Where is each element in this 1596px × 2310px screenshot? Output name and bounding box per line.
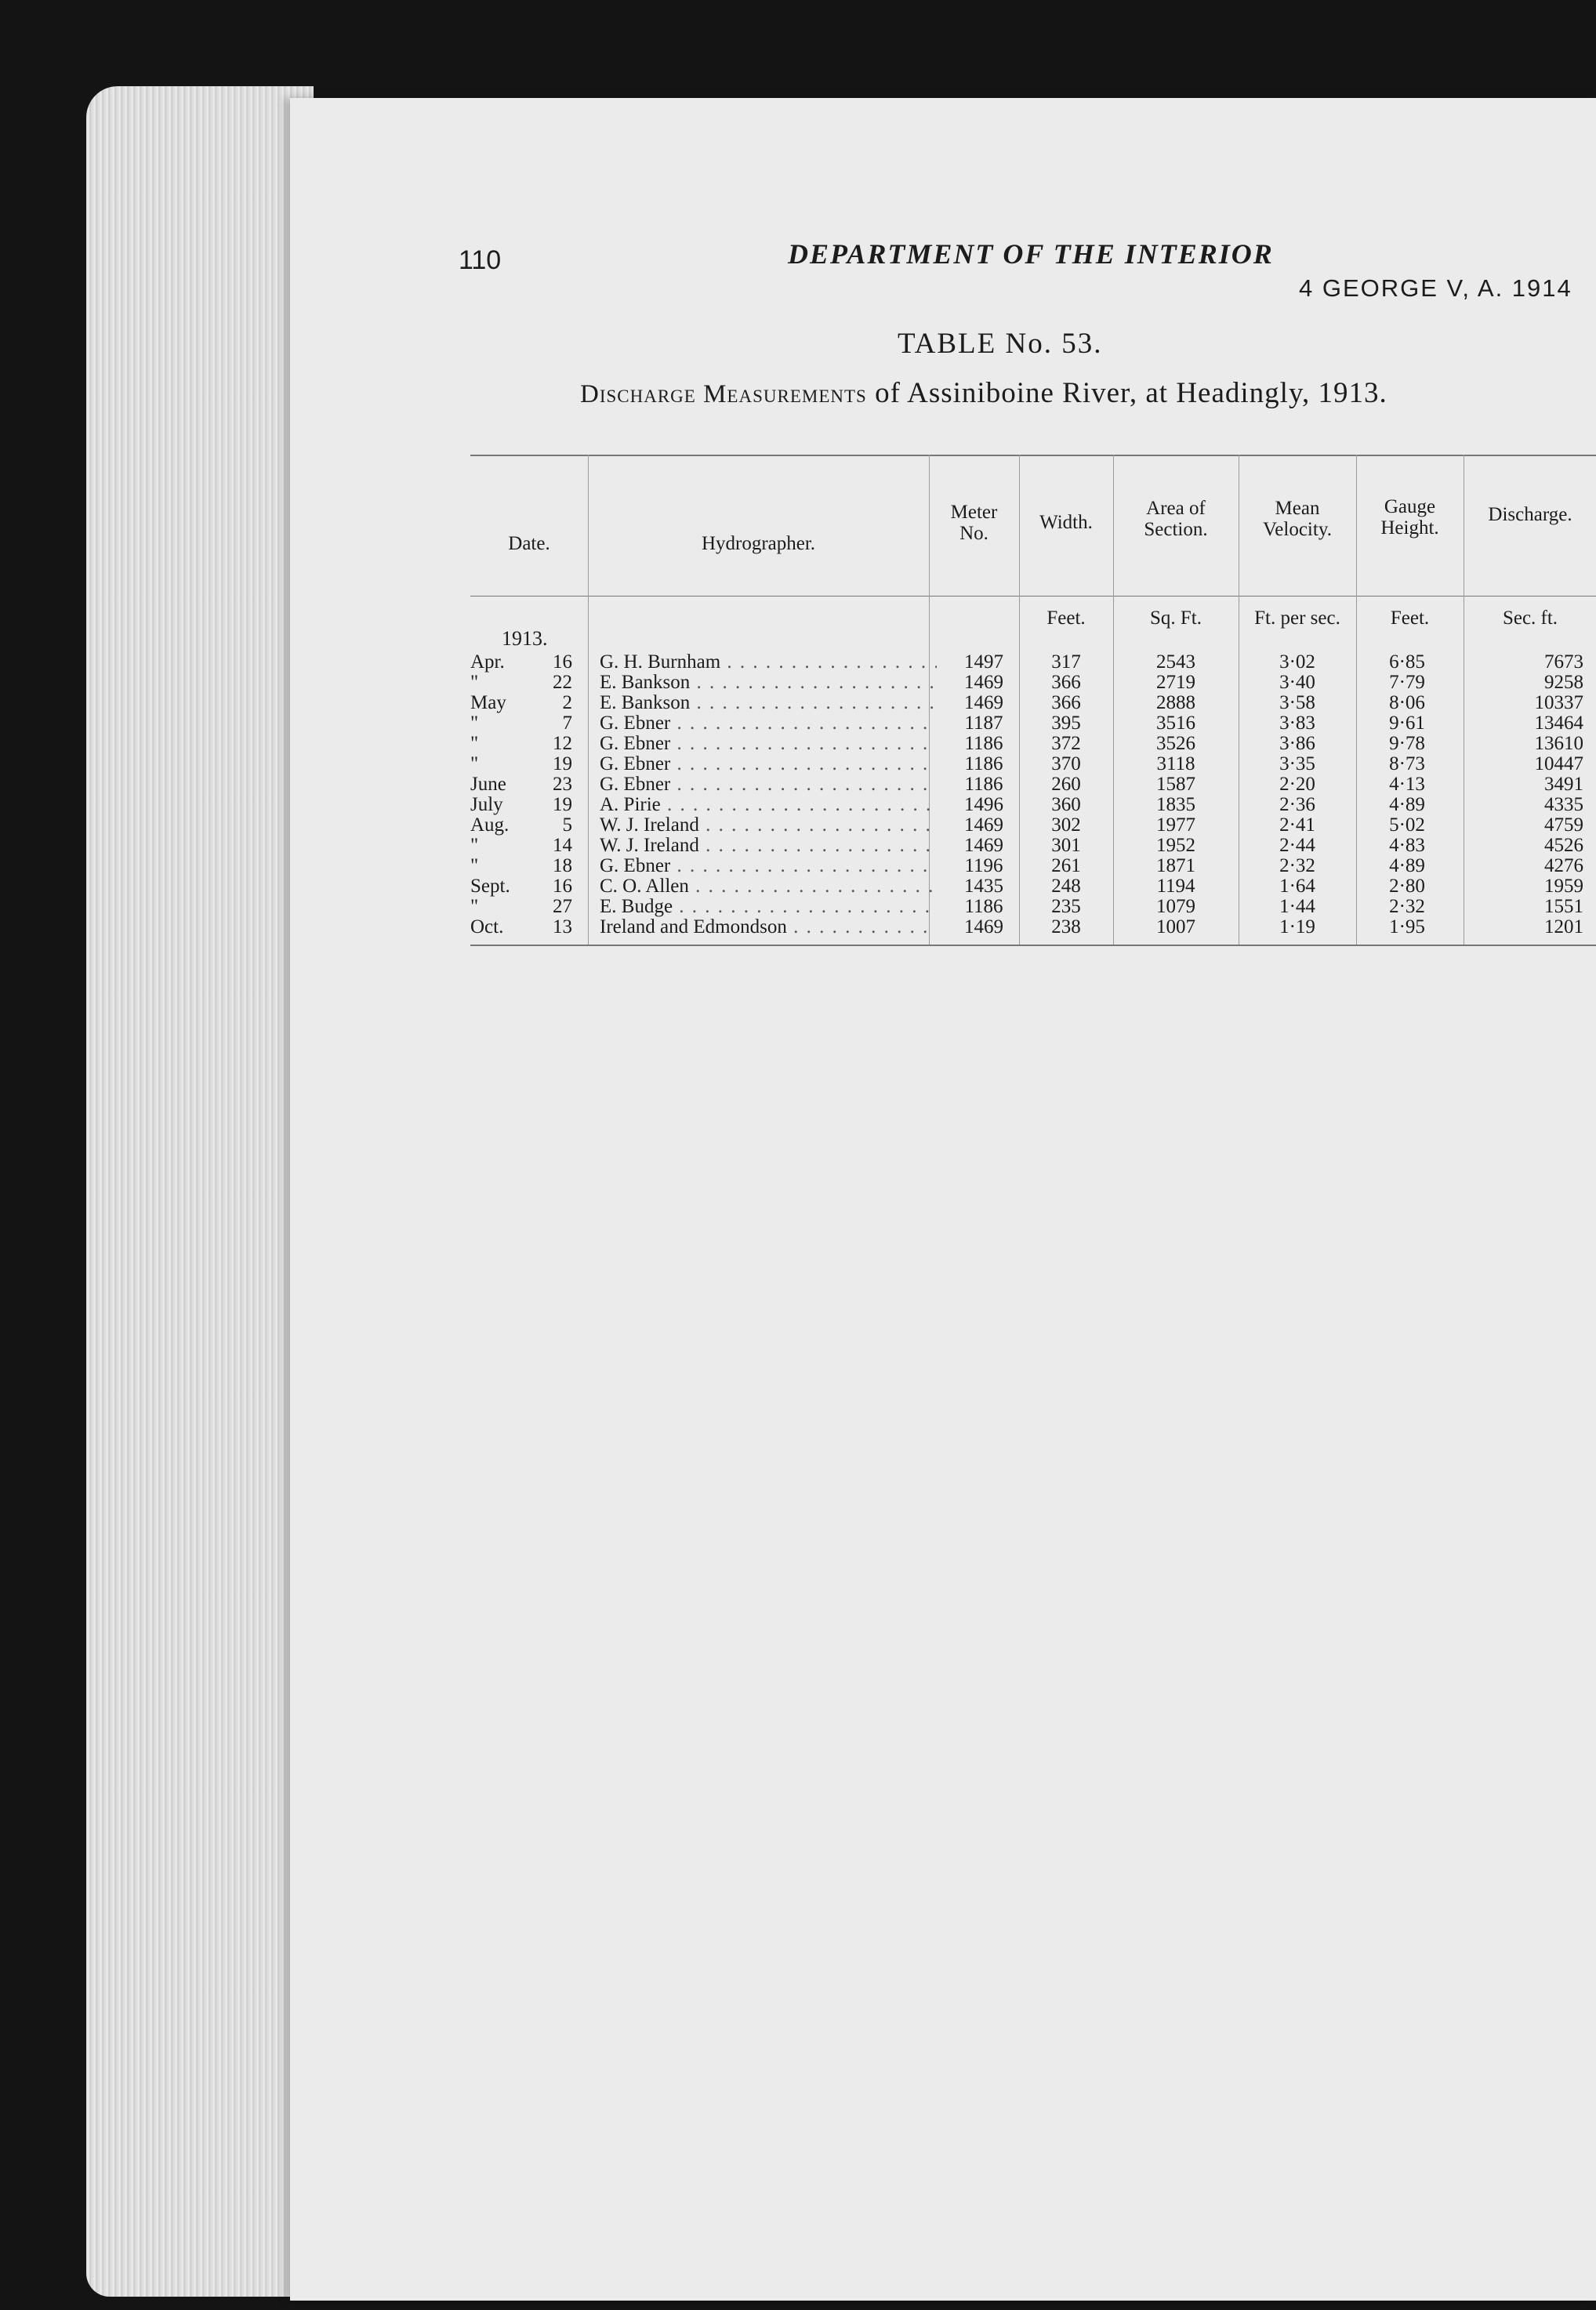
header-velocity bbox=[1239, 498, 1356, 540]
running-head: DEPARTMENT OF THE INTERIOR bbox=[788, 238, 1274, 270]
cell-hydrographer: W. J. Ireland . . . bbox=[600, 815, 937, 836]
cell-area: 1587 bbox=[1156, 774, 1195, 795]
cell-discharge: 4335 bbox=[1544, 794, 1583, 815]
unit-width: Feet. bbox=[1046, 607, 1086, 629]
cell-gauge: 6·85 bbox=[1389, 651, 1425, 673]
cell-gauge: 5·02 bbox=[1389, 814, 1425, 836]
cell-meter: 1469 bbox=[964, 692, 1003, 713]
cell-hydrographer: A. Pirie . . . bbox=[600, 795, 937, 815]
header-gauge-line1: Gauge bbox=[1384, 496, 1436, 517]
cell-day: 12 bbox=[553, 733, 572, 754]
cell-area: 1977 bbox=[1156, 814, 1195, 836]
table-body bbox=[470, 652, 1596, 937]
header-hydrographer: Hydrographer. bbox=[701, 533, 816, 554]
cell-day: 18 bbox=[553, 855, 572, 876]
table-top-rule bbox=[470, 455, 1596, 456]
cell-area: 1871 bbox=[1156, 855, 1195, 876]
cell-day: 16 bbox=[553, 651, 572, 673]
cell-month: " bbox=[470, 896, 479, 917]
cell-hydrographer: G. Ebner . . . bbox=[600, 734, 937, 754]
cell-discharge: 4759 bbox=[1544, 814, 1583, 836]
table-row bbox=[470, 815, 1596, 836]
cell-gauge: 9·61 bbox=[1389, 713, 1425, 734]
cell-meter: 1186 bbox=[964, 753, 1003, 774]
cell-velocity: 1·19 bbox=[1279, 916, 1315, 937]
cell-month: May bbox=[470, 692, 506, 713]
cell-width: 248 bbox=[1051, 876, 1081, 897]
cell-width: 370 bbox=[1051, 753, 1081, 774]
cell-area: 1952 bbox=[1156, 835, 1195, 856]
header-meter bbox=[929, 502, 1019, 544]
cell-day: 19 bbox=[553, 794, 572, 815]
cell-velocity: 2·41 bbox=[1279, 814, 1315, 836]
cell-width: 238 bbox=[1051, 916, 1081, 937]
cell-gauge: 4·13 bbox=[1389, 774, 1425, 795]
cell-discharge: 10447 bbox=[1534, 753, 1583, 774]
cell-velocity: 3·35 bbox=[1279, 753, 1315, 774]
cell-month: Sept. bbox=[470, 876, 510, 897]
cell-gauge: 8·73 bbox=[1389, 753, 1425, 774]
cell-gauge: 7·79 bbox=[1389, 672, 1425, 693]
table-title bbox=[580, 376, 1387, 410]
cell-area: 3118 bbox=[1156, 753, 1195, 774]
cell-area: 3526 bbox=[1156, 733, 1195, 754]
cell-area: 1079 bbox=[1156, 896, 1195, 917]
table-row bbox=[470, 897, 1596, 917]
table-year: 1913. bbox=[502, 627, 548, 650]
cell-hydrographer: Ireland and Edmondson . . . bbox=[600, 917, 937, 937]
cell-velocity: 2·44 bbox=[1279, 835, 1315, 856]
unit-area: Sq. Ft. bbox=[1149, 607, 1202, 629]
cell-velocity: 3·83 bbox=[1279, 713, 1315, 734]
cell-meter: 1469 bbox=[964, 835, 1003, 856]
cell-day: 19 bbox=[553, 753, 572, 774]
cell-hydrographer: G. Ebner . . . bbox=[600, 754, 937, 774]
cell-meter: 1186 bbox=[964, 774, 1003, 795]
document-page bbox=[290, 98, 1596, 2301]
cell-month: " bbox=[470, 672, 479, 693]
table-row bbox=[470, 856, 1596, 876]
cell-velocity: 2·32 bbox=[1279, 855, 1315, 876]
cell-gauge: 2·32 bbox=[1389, 896, 1425, 917]
header-gauge-line2: Height. bbox=[1380, 517, 1439, 539]
unit-gauge: Feet. bbox=[1390, 607, 1430, 629]
table-row bbox=[470, 836, 1596, 856]
cell-area: 2543 bbox=[1156, 651, 1195, 673]
cell-discharge: 7673 bbox=[1544, 651, 1583, 673]
cell-hydrographer: G. Ebner . . . bbox=[600, 713, 937, 734]
cell-gauge: 1·95 bbox=[1389, 916, 1425, 937]
header-bottom-rule bbox=[470, 596, 1596, 597]
cell-width: 372 bbox=[1051, 733, 1081, 754]
cell-discharge: 4276 bbox=[1544, 855, 1583, 876]
cell-gauge: 9·78 bbox=[1389, 733, 1425, 754]
cell-meter: 1469 bbox=[964, 672, 1003, 693]
cell-width: 302 bbox=[1051, 814, 1081, 836]
cell-discharge: 9258 bbox=[1544, 672, 1583, 693]
cell-day: 27 bbox=[553, 896, 572, 917]
cell-area: 2888 bbox=[1156, 692, 1195, 713]
cell-hydrographer: E. Budge . . . bbox=[600, 897, 937, 917]
cell-discharge: 13610 bbox=[1534, 733, 1583, 754]
cell-area: 1007 bbox=[1156, 916, 1195, 937]
table-number: TABLE No. 53. bbox=[898, 328, 1103, 360]
book-page-edges bbox=[86, 86, 314, 2297]
cell-area: 3516 bbox=[1156, 713, 1195, 734]
cell-width: 366 bbox=[1051, 672, 1081, 693]
table-row bbox=[470, 693, 1596, 713]
cell-meter: 1496 bbox=[964, 794, 1003, 815]
cell-discharge: 1959 bbox=[1544, 876, 1583, 897]
cell-discharge: 3491 bbox=[1544, 774, 1583, 795]
cell-meter: 1469 bbox=[964, 814, 1003, 836]
unit-velocity: Ft. per sec. bbox=[1254, 607, 1340, 629]
cell-discharge: 1551 bbox=[1544, 896, 1583, 917]
header-area bbox=[1113, 498, 1239, 540]
cell-meter: 1196 bbox=[964, 855, 1003, 876]
cell-area: 1194 bbox=[1156, 876, 1195, 897]
cell-day: 2 bbox=[562, 692, 572, 713]
unit-discharge: Sec. ft. bbox=[1502, 607, 1558, 629]
cell-day: 14 bbox=[553, 835, 572, 856]
cell-gauge: 4·89 bbox=[1389, 855, 1425, 876]
table-row bbox=[470, 734, 1596, 754]
table-row bbox=[470, 795, 1596, 815]
cell-month: " bbox=[470, 835, 479, 856]
header-meter-line2: No. bbox=[959, 523, 988, 544]
cell-day: 22 bbox=[553, 672, 572, 693]
cell-month: Apr. bbox=[470, 651, 505, 673]
header-gauge bbox=[1356, 496, 1464, 539]
cell-meter: 1186 bbox=[964, 733, 1003, 754]
cell-meter: 1187 bbox=[964, 713, 1003, 734]
cell-velocity: 3·02 bbox=[1279, 651, 1315, 673]
cell-month: " bbox=[470, 753, 479, 774]
cell-hydrographer: C. O. Allen . . . bbox=[600, 876, 937, 897]
header-discharge: Discharge. bbox=[1488, 504, 1572, 525]
table-row bbox=[470, 754, 1596, 774]
cell-gauge: 4·89 bbox=[1389, 794, 1425, 815]
cell-velocity: 2·20 bbox=[1279, 774, 1315, 795]
cell-width: 235 bbox=[1051, 896, 1081, 917]
cell-hydrographer: G. Ebner . . . bbox=[600, 856, 937, 876]
cell-meter: 1469 bbox=[964, 916, 1003, 937]
header-velocity-line1: Mean bbox=[1275, 498, 1320, 519]
cell-width: 260 bbox=[1051, 774, 1081, 795]
cell-width: 360 bbox=[1051, 794, 1081, 815]
cell-width: 261 bbox=[1051, 855, 1081, 876]
cell-month: June bbox=[470, 774, 506, 795]
cell-discharge: 10337 bbox=[1534, 692, 1583, 713]
cell-velocity: 1·64 bbox=[1279, 876, 1315, 897]
table-bottom-rule bbox=[470, 945, 1596, 946]
cell-meter: 1497 bbox=[964, 651, 1003, 673]
cell-meter: 1435 bbox=[964, 876, 1003, 897]
table-row bbox=[470, 917, 1596, 937]
cell-hydrographer: E. Bankson . . . bbox=[600, 673, 937, 693]
table-row bbox=[470, 673, 1596, 693]
cell-month: " bbox=[470, 713, 479, 734]
cell-velocity: 2·36 bbox=[1279, 794, 1315, 815]
cell-day: 13 bbox=[553, 916, 572, 937]
cell-hydrographer: G. H. Burnham . . . bbox=[600, 652, 937, 673]
cell-hydrographer: W. J. Ireland . . . bbox=[600, 836, 937, 856]
header-velocity-line2: Velocity. bbox=[1263, 519, 1332, 540]
cell-day: 5 bbox=[562, 814, 572, 836]
table-row bbox=[470, 713, 1596, 734]
cell-month: " bbox=[470, 855, 479, 876]
cell-day: 7 bbox=[562, 713, 572, 734]
cell-day: 23 bbox=[553, 774, 572, 795]
cell-velocity: 3·58 bbox=[1279, 692, 1315, 713]
cell-discharge: 1201 bbox=[1544, 916, 1583, 937]
cell-width: 395 bbox=[1051, 713, 1081, 734]
cell-gauge: 4·83 bbox=[1389, 835, 1425, 856]
cell-month: July bbox=[470, 794, 503, 815]
table-row bbox=[470, 774, 1596, 795]
cell-month: " bbox=[470, 733, 479, 754]
cell-gauge: 2·80 bbox=[1389, 876, 1425, 897]
cell-velocity: 1·44 bbox=[1279, 896, 1315, 917]
cell-width: 317 bbox=[1051, 651, 1081, 673]
cell-hydrographer: G. Ebner . . . bbox=[600, 774, 937, 795]
header-date: Date. bbox=[508, 533, 550, 554]
cell-velocity: 3·40 bbox=[1279, 672, 1315, 693]
cell-area: 1835 bbox=[1156, 794, 1195, 815]
table-title-smallcaps: Discharge Measurements bbox=[580, 380, 867, 408]
cell-meter: 1186 bbox=[964, 896, 1003, 917]
cell-gauge: 8·06 bbox=[1389, 692, 1425, 713]
cell-discharge: 13464 bbox=[1534, 713, 1583, 734]
session-label: 4 GEORGE V, A. 1914 bbox=[1299, 274, 1572, 302]
cell-month: Oct. bbox=[470, 916, 504, 937]
header-meter-line1: Meter bbox=[950, 502, 998, 523]
table-row bbox=[470, 652, 1596, 673]
header-width: Width. bbox=[1039, 512, 1093, 533]
cell-day: 16 bbox=[553, 876, 572, 897]
cell-month: Aug. bbox=[470, 814, 510, 836]
cell-width: 366 bbox=[1051, 692, 1081, 713]
cell-velocity: 3·86 bbox=[1279, 733, 1315, 754]
cell-hydrographer: E. Bankson . . . bbox=[600, 693, 937, 713]
table-title-rest: of Assiniboine River, at Headingly, 1913. bbox=[866, 377, 1387, 409]
table-row bbox=[470, 876, 1596, 897]
page-number: 110 bbox=[459, 245, 502, 275]
cell-area: 2719 bbox=[1156, 672, 1195, 693]
cell-width: 301 bbox=[1051, 835, 1081, 856]
cell-discharge: 4526 bbox=[1544, 835, 1583, 856]
header-area-line2: Section. bbox=[1144, 519, 1208, 540]
header-area-line1: Area of bbox=[1146, 498, 1206, 519]
